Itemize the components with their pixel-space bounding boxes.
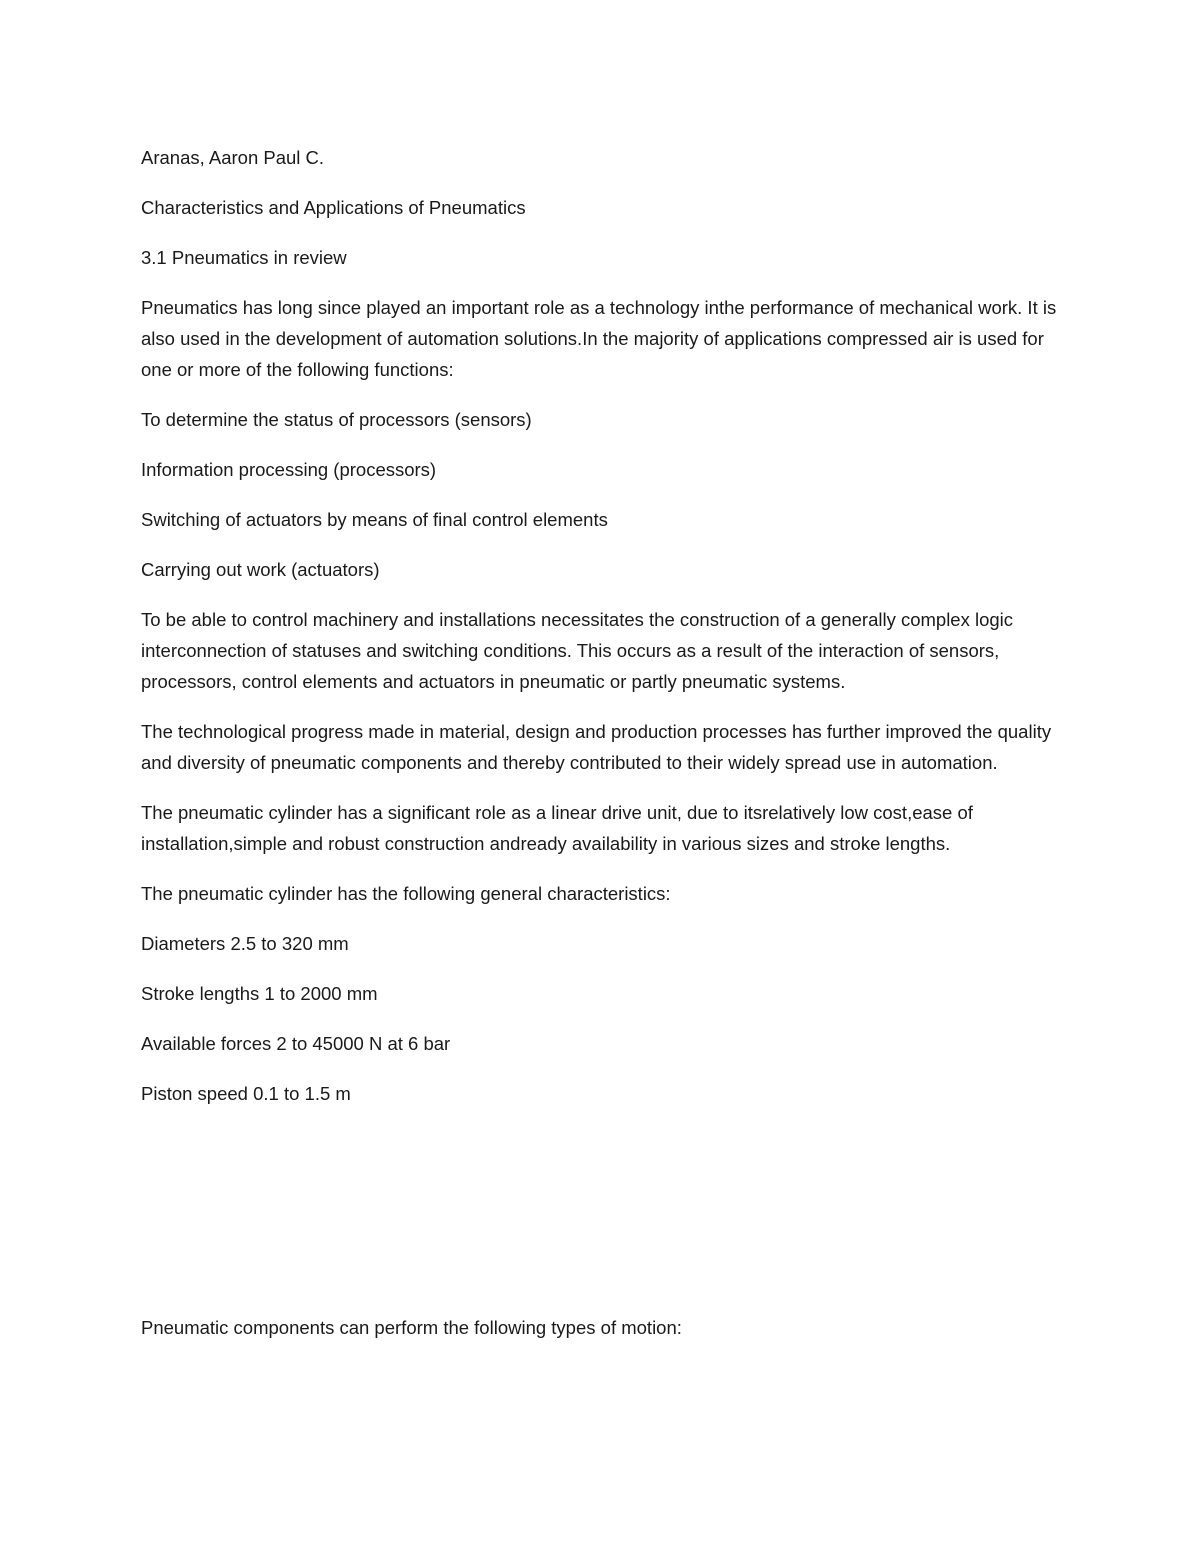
characteristic-diameters: Diameters 2.5 to 320 mm [141,933,349,954]
characteristic-stroke-lengths: Stroke lengths 1 to 2000 mm [141,983,378,1004]
motion-intro: Pneumatic components can perform the following types of motion: [141,1317,682,1338]
function-item-processors: Information processing (processors) [141,459,437,480]
function-item-switching: Switching of actuators by means of final control elements [141,509,608,530]
control-paragraph: To be able to control machinery and installations necessitates the construction of a generally complex logic interconnection of statuses and switching conditions. This occurs as a result of the interaction of sensors, processors, control elements and actuators in pneumatic or partly pneumatic systems. [141,609,1014,692]
characteristic-piston-speed: Piston speed 0.1 to 1.5 m [141,1083,351,1104]
cylinder-paragraph: The pneumatic cylinder has a significant role as a linear drive unit, due to itsrelatively low cost,ease of installation,simple and robust construction andready availability in various sizes and stroke lengths. [141,802,973,854]
function-item-sensors: To determine the status of processors (sensors) [141,409,532,430]
document-title: Characteristics and Applications of Pneumatics [141,197,526,218]
characteristics-intro: The pneumatic cylinder has the following general characteristics: [141,883,671,904]
characteristic-forces: Available forces 2 to 45000 N at 6 bar [141,1033,451,1054]
intro-paragraph: Pneumatics has long since played an important role as a technology inthe performance of mechanical work. It is also used in the development of automation solutions.In the majority of applications compressed air is used for one or more of the following functions: [141,297,1057,380]
author-name: Aranas, Aaron Paul C. [141,147,325,168]
progress-paragraph: The technological progress made in material, design and production processes has further improved the quality and diversity of pneumatic components and thereby contributed to their widely spread use in automation. [141,721,1052,773]
function-item-actuators: Carrying out work (actuators) [141,559,380,580]
document-body [141,142,1061,1362]
section-heading: 3.1 Pneumatics in review [141,247,347,268]
blank-space [141,1128,1061,1312]
